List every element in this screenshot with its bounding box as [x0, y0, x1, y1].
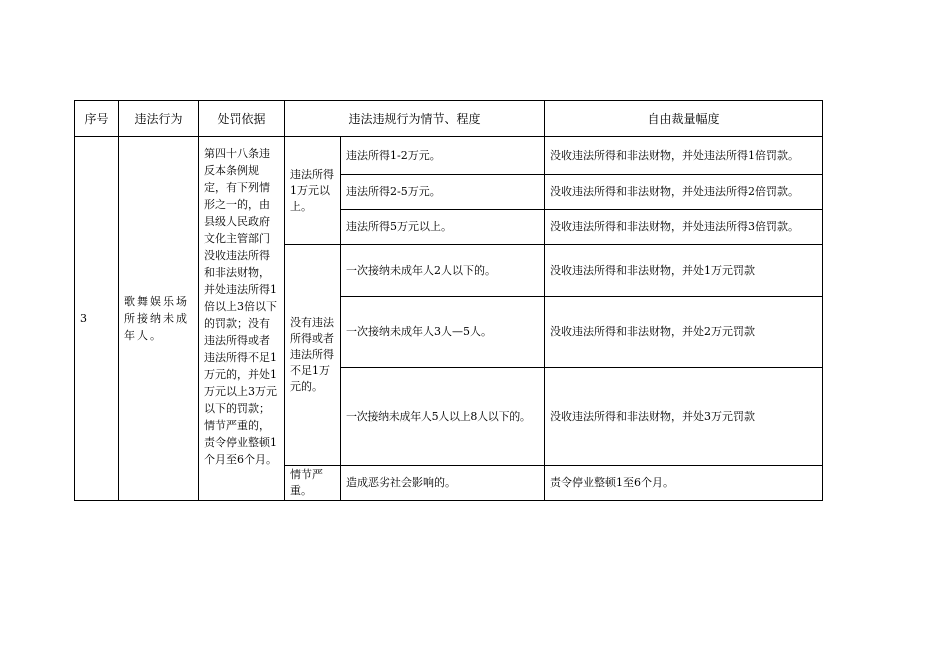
- detail-cell: 一次接纳未成年人5人以上8人以下的。: [341, 368, 545, 466]
- penalty-cell: 没收违法所得和非法财物，并处3万元罚款: [545, 368, 823, 466]
- table-row: [75, 137, 823, 175]
- category-cell: 违法所得1万元以上。: [285, 137, 341, 245]
- category-cell: 情节严重。: [285, 466, 341, 501]
- penalty-cell: 没收违法所得和非法财物，并处1万元罚款: [545, 245, 823, 297]
- behavior-cell: 歌舞娱乐场所接纳未成年人。: [119, 137, 199, 501]
- seq-cell: 3: [75, 137, 119, 501]
- penalty-cell: 没收违法所得和非法财物，并处2万元罚款: [545, 297, 823, 368]
- header-behavior: 违法行为: [119, 101, 199, 137]
- penalty-discretion-table: [74, 100, 823, 501]
- penalty-cell: 没收违法所得和非法财物，并处违法所得1倍罚款。: [545, 137, 823, 175]
- detail-cell: 一次接纳未成年人2人以下的。: [341, 245, 545, 297]
- header-seq: 序号: [75, 101, 119, 137]
- detail-cell: 造成恶劣社会影响的。: [341, 466, 545, 501]
- table-header-row: [75, 101, 823, 137]
- penalty-cell: 没收违法所得和非法财物，并处违法所得2倍罚款。: [545, 175, 823, 210]
- detail-cell: 违法所得2-5万元。: [341, 175, 545, 210]
- detail-cell: 一次接纳未成年人3人—5人。: [341, 297, 545, 368]
- header-basis: 处罚依据: [199, 101, 285, 137]
- penalty-cell: 没收违法所得和非法财物，并处违法所得3倍罚款。: [545, 210, 823, 245]
- detail-cell: 违法所得1-2万元。: [341, 137, 545, 175]
- basis-cell: 第四十八条违反本条例规定，有下列情形之一的，由县级人民政府文化主管部门没收违法所得和非法财物，并处违法所得1倍以上3倍以下的罚款；没有违法所得或者违法所得不足1万元的，并处1万元以上3万元以下的罚款；情节严重的，责令停业整顿1个月至6个月。: [199, 137, 285, 501]
- category-cell: 没有违法所得或者违法所得不足1万元的。: [285, 245, 341, 466]
- header-circumstance: 违法违规行为情节、程度: [285, 101, 545, 137]
- detail-cell: 违法所得5万元以上。: [341, 210, 545, 245]
- header-discretion: 自由裁量幅度: [545, 101, 823, 137]
- penalty-cell: 责令停业整顿1至6个月。: [545, 466, 823, 501]
